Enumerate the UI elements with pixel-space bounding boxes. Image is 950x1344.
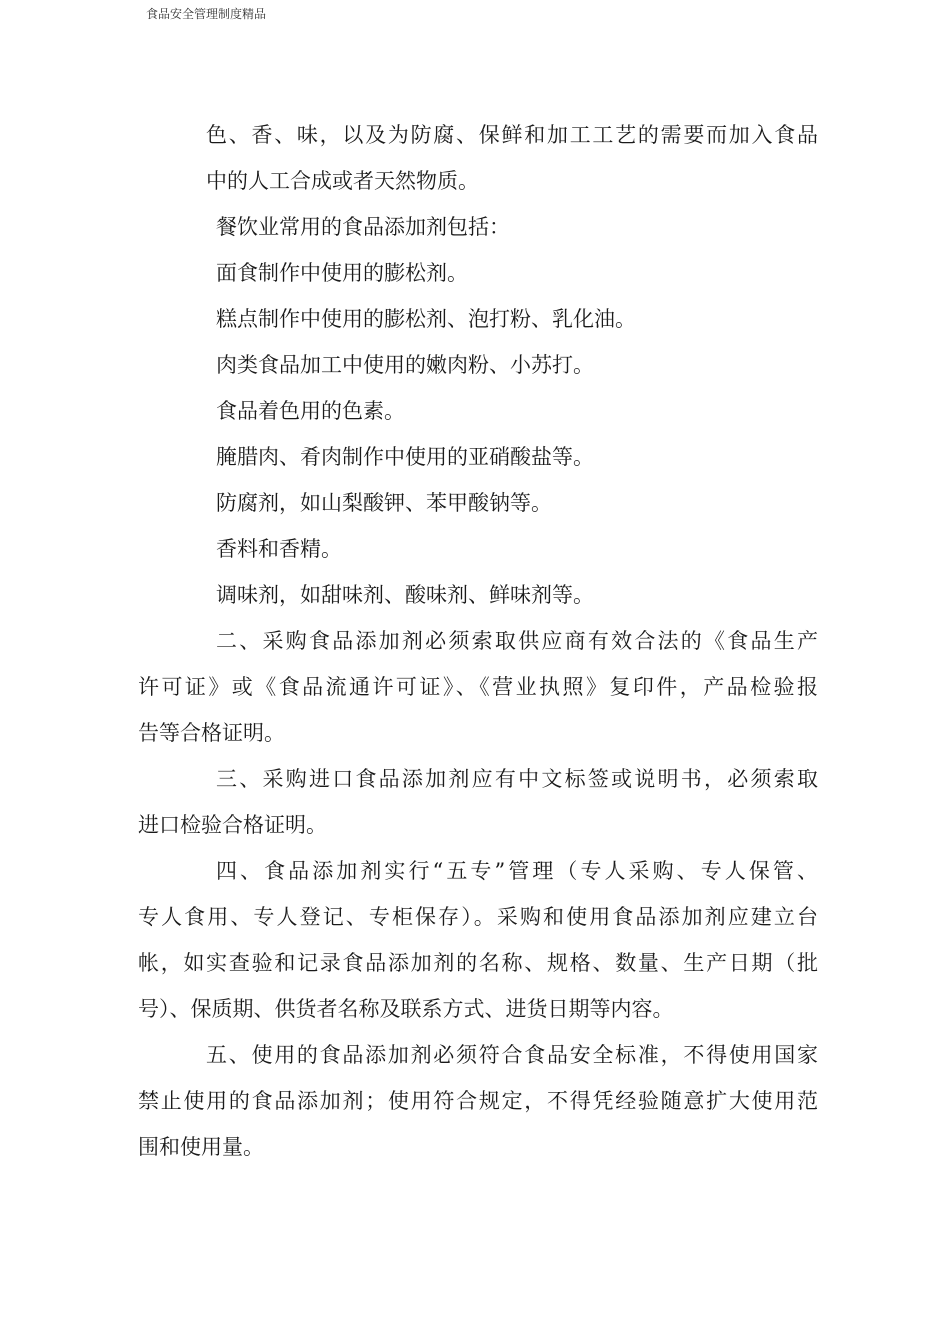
list-item: 糕点制作中使用的膨松剂、泡打粉、乳化油。: [216, 307, 636, 331]
list-item: 香料和香精。: [216, 537, 342, 561]
paragraph-line: 四、食品添加剂实行“五专”管理（专人采购、专人保管、: [216, 859, 818, 883]
paragraph-line: 中的人工合成或者天然物质。: [206, 169, 479, 193]
list-item: 防腐剂，如山梨酸钾、苯甲酸钠等。: [216, 491, 552, 515]
list-item: 面食制作中使用的膨松剂。: [216, 261, 468, 285]
paragraph-line: 色、香、味，以及为防腐、保鲜和加工工艺的需要而加入食品: [206, 123, 818, 147]
paragraph-line: 专人食用、专人登记、专柜保存）。采购和使用食品添加剂应建立台: [138, 905, 818, 929]
page-header: 食品安全管理制度精品: [146, 7, 267, 21]
paragraph-line: 许可证》或《食品流通许可证》、《营业执照》复印件，产品检验报: [138, 675, 818, 699]
paragraph-line: 帐，如实查验和记录食品添加剂的名称、规格、数量、生产日期（批: [138, 951, 818, 975]
paragraph-line: 号）、保质期、供货者名称及联系方式、进货日期等内容。: [138, 997, 674, 1021]
paragraph-line: 五、使用的食品添加剂必须符合食品安全标准，不得使用国家: [206, 1043, 818, 1067]
paragraph-line: 三、采购进口食品添加剂应有中文标签或说明书，必须索取: [216, 767, 818, 791]
document-body: [138, 112, 818, 1170]
list-intro: 餐饮业常用的食品添加剂包括：: [216, 215, 510, 239]
list-item: 食品着色用的色素。: [216, 399, 405, 423]
list-item: 肉类食品加工中使用的嫩肉粉、小苏打。: [216, 353, 594, 377]
list-item: 调味剂，如甜味剂、酸味剂、鲜味剂等。: [216, 583, 594, 607]
paragraph-line: 禁止使用的食品添加剂；使用符合规定，不得凭经验随意扩大使用范: [138, 1089, 818, 1113]
paragraph-line: 进口检验合格证明。: [138, 813, 327, 837]
list-item: 腌腊肉、肴肉制作中使用的亚硝酸盐等。: [216, 445, 594, 469]
paragraph-line: 告等合格证明。: [138, 721, 285, 745]
paragraph-line: 围和使用量。: [138, 1135, 264, 1159]
paragraph-line: 二、采购食品添加剂必须索取供应商有效合法的《食品生产: [216, 629, 818, 653]
